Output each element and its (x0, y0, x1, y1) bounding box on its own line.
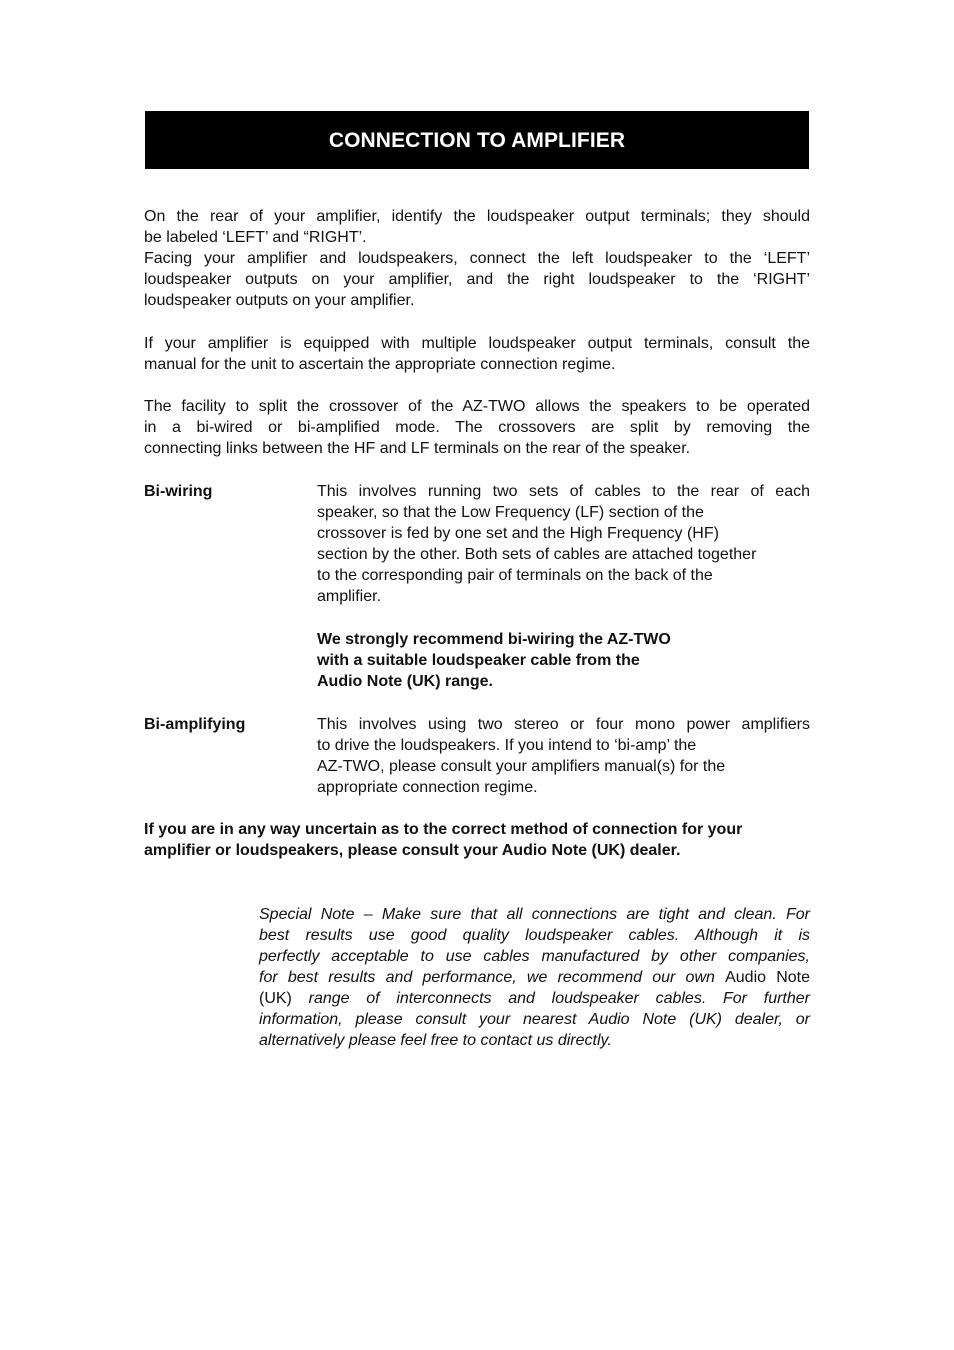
biwiring-line4: section by the other. Both sets of cables are attached together (317, 546, 757, 563)
biwiring-line3: crossover is fed by one set and the High Frequency (HF) (317, 525, 719, 542)
biwiring-description (317, 481, 810, 607)
intro-paragraph-4 (144, 396, 810, 459)
intro-p2-line3: loudspeaker outputs on your amplifier. (144, 292, 415, 309)
page-title: CONNECTION TO AMPLIFIER (328, 128, 626, 152)
title-bar (145, 111, 809, 169)
note-line3: perfectly acceptable to use cables manufactured by other companies, (259, 948, 810, 965)
note-line5-italic: range of interconnects and loudspeaker cables. For further (308, 990, 810, 1007)
intro-p4-line1: The facility to split the crossover of the AZ-TWO allows the speakers to be operated (144, 398, 810, 415)
note-line6: information, please consult your nearest Audio Note (UK) dealer, or (259, 1011, 810, 1028)
special-note (259, 904, 810, 1051)
biamplifying-line2: to drive the loudspeakers. If you intend to ‘bi-amp’ the (317, 737, 697, 754)
intro-paragraph-1 (144, 206, 810, 311)
intro-p1-line1: On the rear of your amplifier, identify the loudspeaker output terminals; they should (144, 208, 810, 225)
intro-p3-line1: If your amplifier is equipped with multiple loudspeaker output terminals, consult the (144, 335, 810, 352)
note-line5 (259, 988, 810, 1009)
biamplifying-description (317, 714, 810, 798)
biwiring-line2: speaker, so that the Low Frequency (LF) section of the (317, 504, 704, 521)
biwiring-recommendation (317, 629, 810, 692)
note-line4 (259, 967, 810, 988)
note-line7: alternatively please feel free to contact us directly. (259, 1032, 612, 1049)
biwiring-rec-line1: We strongly recommend bi-wiring the AZ-TWO (317, 631, 671, 648)
warning-line2: amplifier or loudspeakers, please consult your Audio Note (UK) dealer. (144, 842, 681, 859)
biwiring-rec-line3: Audio Note (UK) range. (317, 673, 493, 690)
intro-p2-line1: Facing your amplifier and loudspeakers, connect the left loudspeaker to the ‘LEFT’ (144, 250, 810, 267)
biamplifying-line1: This involves using two stereo or four mono power amplifiers (317, 716, 810, 733)
biwiring-line6: amplifier. (317, 588, 382, 605)
note-line2: best results use good quality loudspeaker cables. Although it is (259, 927, 810, 944)
note-line1: Special Note – Make sure that all connections are tight and clean. For (259, 906, 810, 923)
biwiring-line5: to the corresponding pair of terminals on the back of the (317, 567, 713, 584)
biwiring-line1: This involves running two sets of cables to the rear of each (317, 483, 810, 500)
biamplifying-line3: AZ-TWO, please consult your amplifiers manual(s) for the (317, 758, 726, 775)
biamplifying-line4: appropriate connection regime. (317, 779, 538, 796)
biwiring-term: Bi-wiring (144, 483, 213, 500)
intro-p4-line3: connecting links between the HF and LF terminals on the rear of the speaker. (144, 440, 691, 457)
biwiring-rec-line2: with a suitable loudspeaker cable from the (317, 652, 640, 669)
warning-line1: If you are in any way uncertain as to the correct method of connection for your (144, 821, 743, 838)
connection-warning (144, 819, 810, 861)
note-line4-brand: Audio Note (725, 969, 810, 986)
intro-p3-line2: manual for the unit to ascertain the appropriate connection regime. (144, 356, 616, 373)
intro-p1-line2: be labeled ‘LEFT’ and “RIGHT’. (144, 229, 367, 246)
note-line4-italic: for best results and performance, we recommend our own (259, 969, 715, 986)
note-line5-brand: (UK) (259, 990, 292, 1007)
biamplifying-term: Bi-amplifying (144, 716, 246, 733)
intro-p4-line2: in a bi-wired or bi-amplified mode. The crossovers are split by removing the (144, 419, 810, 436)
intro-p2-line2: loudspeaker outputs on your amplifier, and the right loudspeaker to the ‘RIGHT’ (144, 271, 810, 288)
intro-paragraph-3 (144, 333, 810, 375)
